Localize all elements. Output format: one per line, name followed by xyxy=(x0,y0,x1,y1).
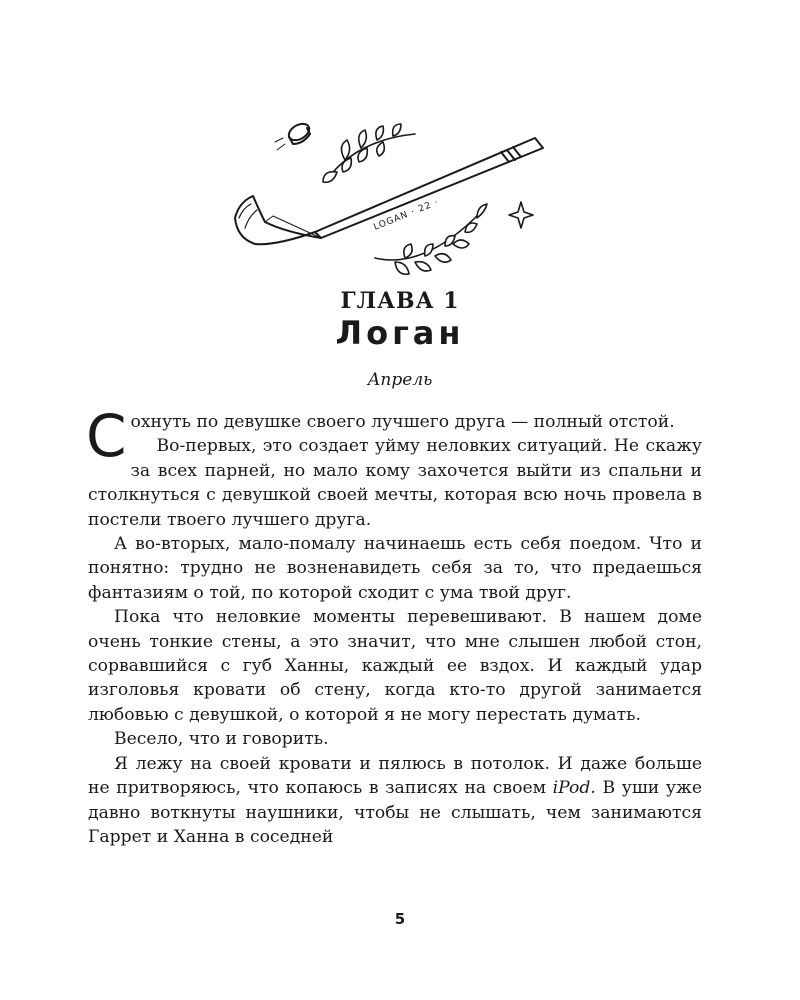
drop-cap: С xyxy=(86,402,127,470)
page-number: 5 xyxy=(394,910,406,928)
hockey-stick-illustration xyxy=(225,110,555,290)
stick-inscription: LOGAN · 22 · xyxy=(372,197,441,233)
chapter-body xyxy=(86,402,702,849)
paragraph: Во-первых, это создает уйму неловких ситуаций. Не скажу за всех парней, но мало кому захочется выйти из спальни и столкнуться с девушкой своей мечты, которая всю ночь провела в постели твоего лучшего друга. xyxy=(88,436,702,530)
sparkle-icon xyxy=(509,202,533,228)
chapter-subtitle: Апрель xyxy=(367,370,433,390)
laurel-branch-icon xyxy=(323,124,415,182)
chapter-number: ГЛАВА 1 xyxy=(340,288,460,314)
hockey-stick-icon xyxy=(235,138,543,244)
italic-text: iPod. xyxy=(552,778,596,799)
laurel-branch-icon xyxy=(375,204,487,274)
paragraph xyxy=(88,752,702,850)
puck-icon xyxy=(275,120,312,150)
paragraph-text: Я лежу на своей кровати и пялюсь в потолок. И даже больше не притворяюсь, что копаюсь в записях на своем xyxy=(88,753,702,799)
chapter-illustration xyxy=(225,110,555,290)
paragraph xyxy=(86,402,702,470)
paragraph-text: охнуть по девушке своего лучшего друга — полный отстой. xyxy=(130,412,675,432)
paragraph-text: В уши уже давно воткнуты наушники, чтобы не слышать, чем занимаются Гаррет и Ханна в соседней xyxy=(88,778,702,847)
paragraph: А во-вторых, мало-помалу начинаешь есть себя поедом. Что и понятно: трудно не возненавидеть себя за то, что предаешься фантазиям о той, по которой сходит с ума твой друг. xyxy=(88,534,702,603)
paragraph: Пока что неловкие моменты перевешивают. В нашем доме очень тонкие стены, а это значит, что мне слышен любой стон, сорвавшийся с губ Ханны, каждый ее вздох. И каждый удар изголовья кровати об стену, когда кто-то другой занимается любовью с девушкой, о которой я не могу перестать думать. xyxy=(88,607,702,725)
paragraph: Весело, что и говорить. xyxy=(114,729,329,750)
chapter-title: Логан xyxy=(335,314,465,352)
